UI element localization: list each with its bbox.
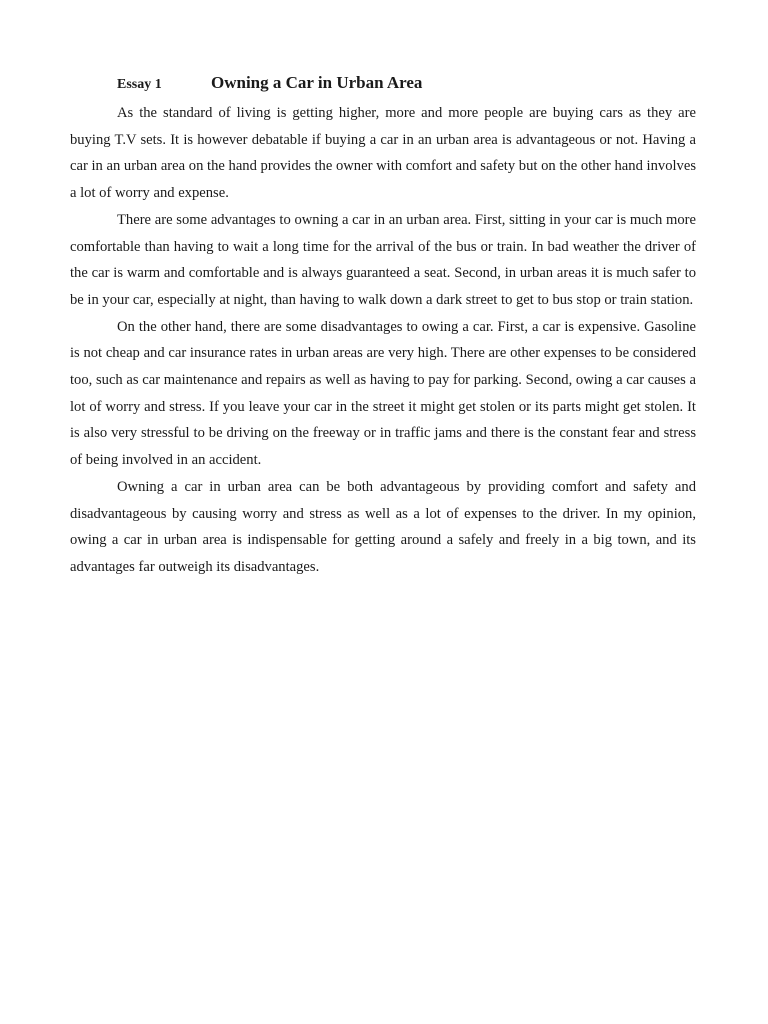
paragraph-disadvantages: On the other hand, there are some disadvantages to owing a car. First, a car is expensive. Gasoline is not cheap and car insurance rates in urban areas are very high. There are other expenses to be considered too, such as car maintenance and repairs as well as having to pay for parking. Second, owing a car causes a lot of worry and stress. If you leave your car in the street it might get stolen or its parts might get stolen. It is also very stressful to be driving on the freeway or in traffic jams and there is the constant fear and stress of being involved in an accident.	[70, 318, 696, 469]
essay-label: Essay 1	[117, 77, 162, 92]
paragraph-conclusion: Owning a car in urban area can be both advantageous by providing comfort and safety and disadvantageous by causing worry and stress as well as a lot of expenses to the driver. In my opinion, owing a car in urban area is indispensable for getting around a safely and freely in a big town, and its advantages far outweigh its disadvantages.	[70, 478, 696, 575]
essay-title: Owning a Car in Urban Area	[211, 73, 423, 92]
paragraph-introduction: As the standard of living is getting higher, more and more people are buying cars as they are buying T.V sets. It is however debatable if buying a car in an urban area is advantageous or not. Having a car in an urban area on the hand provides the owner with comfort and safety but on the other hand involves a lot of worry and expense.	[70, 105, 696, 202]
paragraph-advantages: There are some advantages to owning a car in an urban area. First, sitting in your car is much more comfortable than having to wait a long time for the arrival of the bus or train. In bad weather the driver of the car is warm and comfortable and is always guaranteed a seat. Second, in urban areas it is much safer to be in your car, especially at night, than having to walk down a dark street to get to bus stop or train station.	[70, 211, 696, 308]
essay-body	[70, 100, 696, 581]
